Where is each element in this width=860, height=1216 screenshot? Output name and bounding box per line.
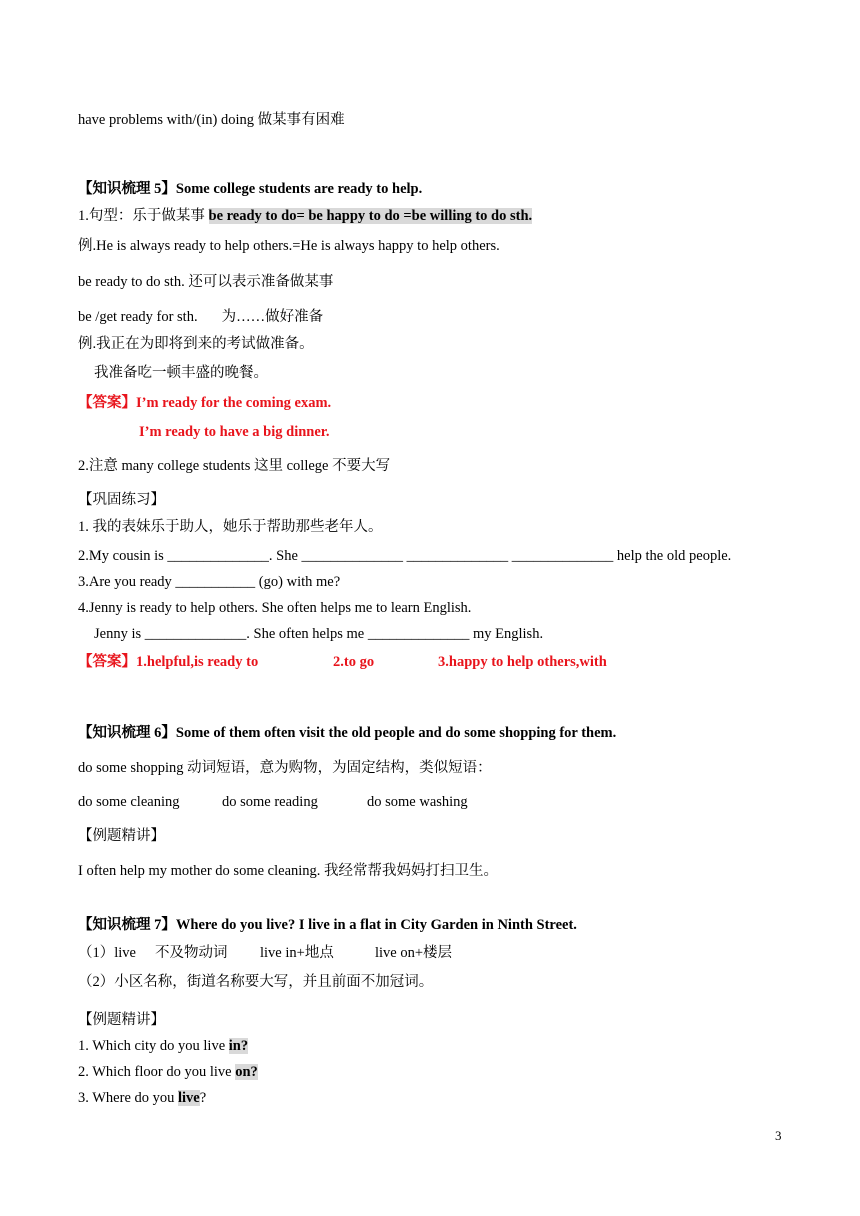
text-line: have problems with/(in) doing 做某事有困难: [78, 112, 345, 128]
text-line: 我准备吃一顿丰盛的晚餐。: [94, 365, 268, 381]
text-line: do some shopping 动词短语，意为购物，为固定结构，类似短语：: [78, 760, 492, 776]
exercise-line: Jenny is ______________. She often helps me ______________ my English.: [94, 626, 544, 642]
text-line: 例.我正在为即将到来的考试做准备。: [78, 336, 314, 352]
text-line: 2. Which floor do you live on?: [78, 1064, 258, 1080]
answer-line: 3.happy to help others,with: [438, 654, 607, 670]
text-line: （1）live: [78, 945, 136, 961]
text-line: do some reading: [222, 794, 318, 810]
text-line: I often help my mother do some cleaning. 我经常帮我妈妈打扫卫生。: [78, 863, 499, 879]
highlighted-word: live: [178, 1090, 200, 1106]
text-line: 1. Which city do you live in?: [78, 1038, 249, 1054]
text-line: be ready to do sth. 还可以表示准备做某事: [78, 274, 334, 290]
exercise-line: 4.Jenny is ready to help others. She often helps me to learn English.: [78, 600, 472, 616]
text-line: do some cleaning: [78, 794, 180, 810]
section-heading-6: 【知识梳理 6】Some of them often visit the old people and do some shopping for them.: [78, 725, 617, 741]
answer-line: 2.to go: [333, 654, 375, 670]
text-line: （2）小区名称，街道名称要大写，并且前面不加冠词。: [78, 974, 434, 990]
highlighted-phrase: be ready to do= be happy to do =be willing to do sth.: [208, 208, 533, 224]
text-line: do some washing: [367, 794, 468, 810]
highlighted-word: in?: [228, 1038, 249, 1054]
text-line: 1.句型：乐于做某事 be ready to do= be happy to do =be willing to do sth.: [78, 208, 533, 224]
answer-line: 【答案】1.helpful,is ready to: [78, 654, 259, 670]
exercise-line: 1. 我的表妹乐于助人，她乐于帮助那些老年人。: [78, 519, 383, 535]
text-line: 不及物动词: [155, 945, 228, 961]
text-line: 例.He is always ready to help others.=He is always happy to help others.: [78, 238, 500, 254]
text-line: live in+地点: [260, 945, 334, 961]
section-heading-5: 【知识梳理 5】Some college students are ready to help.: [78, 181, 423, 197]
answer-line: I’m ready to have a big dinner.: [139, 424, 330, 440]
exercise-line: 2.My cousin is ______________. She ______________ ______________ ______________ help the old people.: [78, 548, 732, 564]
answer-line: 【答案】I’m ready for the coming exam.: [78, 395, 332, 411]
section-heading-7: 【知识梳理 7】Where do you live? I live in a flat in City Garden in Ninth Street.: [78, 917, 577, 933]
example-heading: 【例题精讲】: [78, 828, 165, 844]
exercise-heading: 【巩固练习】: [78, 492, 165, 508]
text-line: be /get ready for sth. 为……做好准备: [78, 309, 324, 325]
example-heading: 【例题精讲】: [78, 1012, 165, 1028]
text-line: live on+楼层: [375, 945, 453, 961]
text-line: 2.注意 many college students 这里 college 不要大写: [78, 458, 391, 474]
highlighted-word: on?: [235, 1064, 258, 1080]
page-number: 3: [775, 1128, 782, 1143]
exercise-line: 3.Are you ready ___________ (go) with me?: [78, 574, 341, 590]
text-line: 3. Where do you live?: [78, 1090, 207, 1106]
